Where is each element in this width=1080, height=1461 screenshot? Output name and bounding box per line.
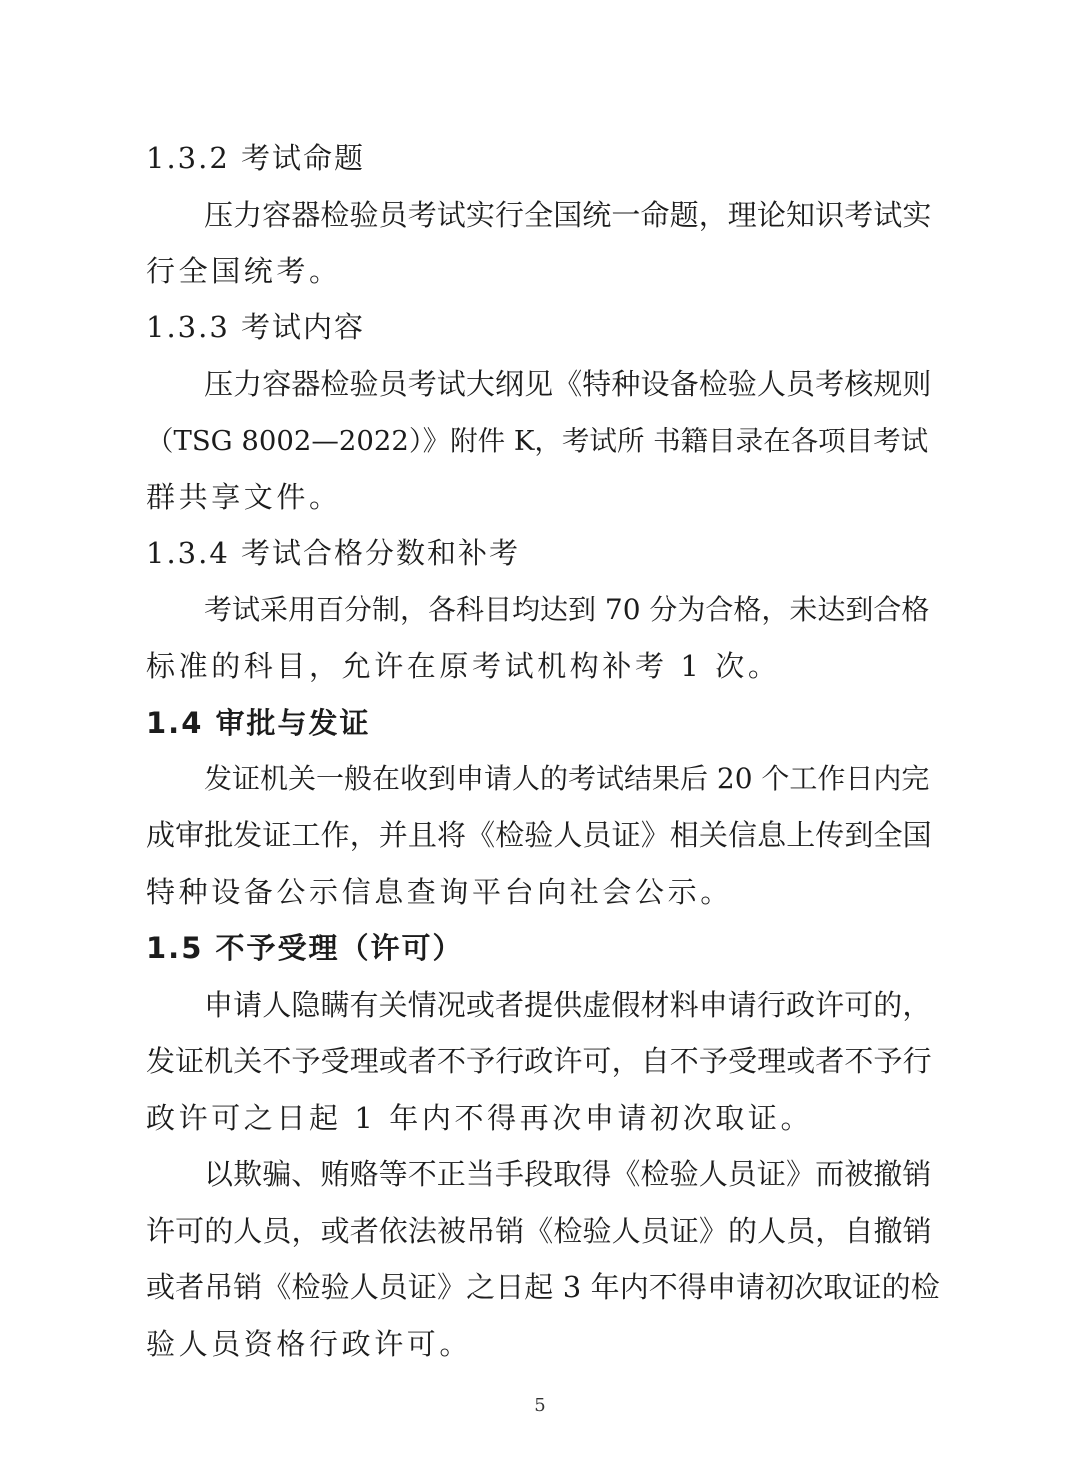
paragraph-line: 标准的科目，允许在原考试机构补考 1 次。 — [146, 649, 781, 683]
paragraph-line: 以欺骗、贿赂等不正当手段取得《检验人员证》而被撤销 — [204, 1157, 932, 1191]
paragraph-line: 许可的人员，或者依法被吊销《检验人员证》的人员，自撤销 — [146, 1214, 932, 1248]
section-heading-1-4: 1.4 审批与发证 — [146, 706, 371, 740]
section-heading-1-3-2: 1.3.2 考试命题 — [146, 141, 366, 175]
paragraph-line: （TSG 8002—2022）》附件 K，考试所 书籍目录在各项目考试 — [146, 425, 929, 457]
paragraph-line: 特种设备公示信息查询平台向社会公示。 — [146, 875, 733, 909]
paragraph-line: 压力容器检验员考试实行全国统一命题，理论知识考试实 — [204, 198, 932, 232]
section-heading-1-5: 1.5 不予受理（许可） — [146, 931, 464, 965]
paragraph-line: 申请人隐瞒有关情况或者提供虚假材料申请行政许可的， — [204, 988, 932, 1022]
paragraph-line: 政许可之日起 1 年内不得再次申请初次取证。 — [146, 1101, 814, 1135]
page-number: 5 — [534, 1395, 546, 1416]
section-heading-1-3-4: 1.3.4 考试合格分数和补考 — [146, 536, 521, 570]
paragraph-line: 成审批发证工作，并且将《检验人员证》相关信息上传到全国 — [146, 818, 932, 852]
section-heading-1-3-3: 1.3.3 考试内容 — [146, 310, 366, 344]
paragraph-line: 发证机关不予受理或者不予行政许可，自不予受理或者不予行 — [146, 1044, 932, 1078]
paragraph-line: 群共享文件。 — [146, 480, 342, 514]
paragraph-line: 验人员资格行政许可。 — [146, 1327, 473, 1361]
paragraph-line: 压力容器检验员考试大纲见《特种设备检验人员考核规则 — [204, 367, 932, 401]
paragraph-line: 行全国统考。 — [146, 254, 342, 288]
paragraph-line: 或者吊销《检验人员证》之日起 3 年内不得申请初次取证的检 — [146, 1270, 940, 1304]
paragraph-line: 发证机关一般在收到申请人的考试结果后 20 个工作日内完 — [204, 762, 930, 795]
paragraph-line: 考试采用百分制，各科目均达到 70 分为合格，未达到合格 — [204, 593, 930, 626]
